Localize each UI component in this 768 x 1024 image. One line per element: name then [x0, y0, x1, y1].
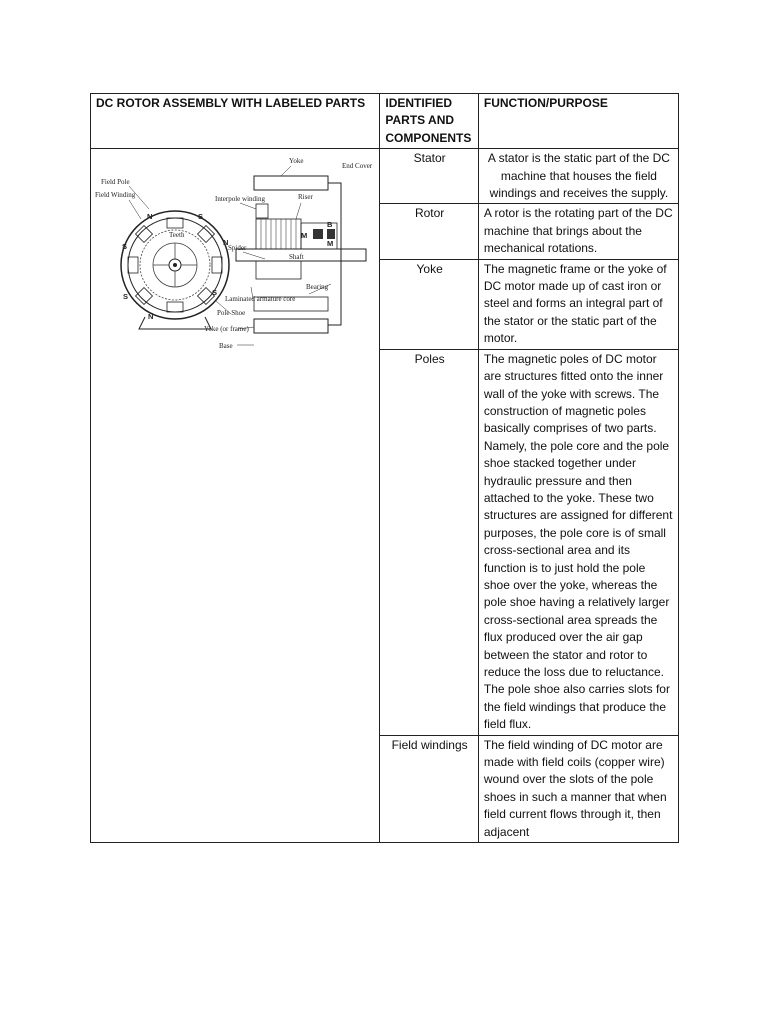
b-label: B — [327, 220, 333, 230]
label-base: Base — [219, 342, 233, 351]
header-parts: IDENTIFIED PARTS AND COMPONENTS — [380, 94, 479, 149]
pole-label-s: S — [123, 292, 129, 302]
function-rotor: A rotor is the rotating part of the DC machine that brings about the mechanical rotations. — [478, 204, 678, 259]
label-yoke: Yoke — [289, 157, 304, 166]
diagram-cell — [91, 149, 380, 843]
part-poles: Poles — [380, 349, 479, 735]
label-interpole-winding: Interpole winding — [215, 195, 265, 204]
function-stator: A stator is the static part of the DC machine that houses the field windings and receives the supply. — [478, 149, 678, 204]
part-rotor: Rotor — [380, 204, 479, 259]
pole-label-n: N — [148, 312, 154, 322]
part-field-windings: Field windings — [380, 735, 479, 842]
label-field-pole: Field Pole — [101, 178, 130, 187]
dc-motor-diagram — [91, 149, 373, 379]
label-riser: Riser — [298, 193, 313, 202]
end-view — [121, 211, 229, 329]
pole-label-s: S — [122, 242, 128, 252]
label-pole-shoe: Pole Shoe — [217, 309, 246, 318]
pole-label-n: N — [223, 238, 229, 248]
label-teeth: Teeth — [169, 231, 185, 240]
pole-label-s: S — [212, 288, 218, 298]
function-field-windings: The field winding of DC motor are made with field coils (copper wire) wound over the slots of the pole shoes in such a manner that when field current flows through it, then adjacent — [478, 735, 678, 842]
function-poles: The magnetic poles of DC motor are structures fitted onto the inner wall of the yoke with screws. The construction of magnetic poles basically comprises of two parts. Namely, the pole core and the pole shoe stacked together under hydraulic pressure and then attached to the yoke. These two structures are assigned for different purposes, the pole core is of small cross-sectional area and its function is to just hold the pole shoe over the yoke, whereas the pole shoe having a relatively larger cross-sectional area spreads the flux produced over the air gap between the stator and rotor to reduce the loss due to reluctance. The pole shoe also carries slots for the field windings that produce the field flux. — [478, 349, 678, 735]
part-yoke: Yoke — [380, 259, 479, 349]
label-spider: Spider — [228, 244, 247, 253]
label-laminated-armature-core: Laminated armature core — [225, 295, 296, 304]
header-assembly: DC ROTOR ASSEMBLY WITH LABELED PARTS — [91, 94, 380, 149]
header-function: FUNCTION/PURPOSE — [478, 94, 678, 149]
function-yoke: The magnetic frame or the yoke of DC motor made up of cast iron or steel and forms an integral part of the stator or the static part of the motor. — [478, 259, 678, 349]
table-row — [91, 149, 679, 204]
label-yoke-frame: Yoke (or frame) — [204, 325, 249, 334]
m-label: M — [301, 231, 308, 241]
pole-label-n: N — [147, 212, 153, 222]
components-table — [90, 93, 679, 843]
label-bearing: Bearing — [306, 283, 329, 292]
label-end-cover: End Cover — [342, 162, 373, 171]
label-shaft: Shaft — [289, 253, 304, 262]
header-row — [91, 94, 679, 149]
m-label: M — [327, 239, 334, 249]
label-field-winding: Field Winding — [95, 191, 136, 200]
pole-label-s: S — [198, 212, 204, 222]
part-stator: Stator — [380, 149, 479, 204]
